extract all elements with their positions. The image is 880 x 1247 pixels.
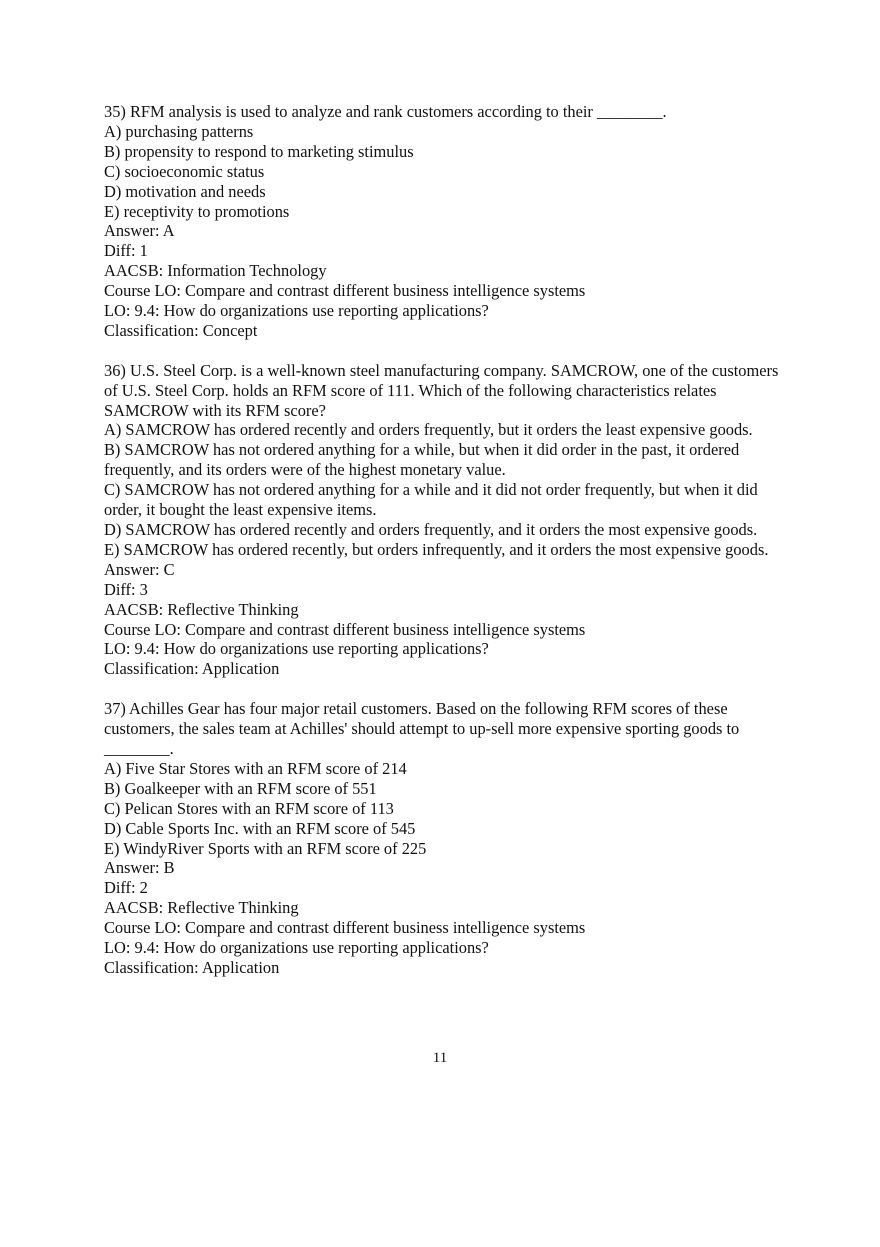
question-stem: 35) RFM analysis is used to analyze and rank customers according to their ________. [104, 102, 667, 121]
learning-objective: LO: 9.4: How do organizations use reporting applications? [104, 639, 489, 659]
option-d: D) SAMCROW has ordered recently and orders frequently, and it orders the most expensive goods. [104, 520, 758, 540]
answer: Answer: C [104, 559, 175, 579]
option-a: A) SAMCROW has ordered recently and orders frequently, but it orders the least expensive goods. [104, 420, 753, 440]
learning-objective: LO: 9.4: How do organizations use reporting applications? [104, 301, 489, 321]
question-35 [104, 102, 784, 341]
difficulty: Diff: 3 [104, 579, 148, 599]
option-e: E) receptivity to promotions [104, 201, 290, 221]
difficulty: Diff: 1 [104, 241, 148, 261]
classification: Classification: Application [104, 957, 280, 977]
page-number: 11 [432, 1050, 448, 1066]
course-lo: Course LO: Compare and contrast different business intelligence systems [104, 918, 586, 938]
answer: Answer: A [104, 221, 175, 241]
difficulty: Diff: 2 [104, 878, 148, 898]
course-lo: Course LO: Compare and contrast different business intelligence systems [104, 619, 586, 639]
option-a: A) purchasing patterns [104, 121, 254, 141]
option-d: D) motivation and needs [104, 181, 266, 201]
question-37 [104, 699, 784, 978]
option-c: C) Pelican Stores with an RFM score of 113 [104, 798, 394, 818]
option-b: B) Goalkeeper with an RFM score of 551 [104, 778, 377, 798]
question-list [104, 102, 784, 998]
option-e: E) SAMCROW has ordered recently, but orders infrequently, and it orders the most expensive goods. [104, 539, 769, 559]
option-d: D) Cable Sports Inc. with an RFM score of 545 [104, 818, 416, 838]
question-stem: 36) U.S. Steel Corp. is a well-known steel manufacturing company. SAMCROW, one of the customers of U.S. Steel Corp. holds an RFM score of 111. Which of the following characteristics relates SAMCROW with its RFM score? [104, 360, 779, 420]
aacsb-tag: AACSB: Information Technology [104, 261, 327, 281]
option-b: B) propensity to respond to marketing stimulus [104, 141, 414, 161]
question-stem: 37) Achilles Gear has four major retail customers. Based on the following RFM scores of these customers, the sales team at Achilles' should attempt to up-sell more expensive sporting goods to ________. [104, 699, 740, 758]
learning-objective: LO: 9.4: How do organizations use reporting applications? [104, 938, 489, 958]
course-lo: Course LO: Compare and contrast different business intelligence systems [104, 281, 586, 301]
classification: Classification: Concept [104, 320, 258, 340]
option-b: B) SAMCROW has not ordered anything for a while, but when it did order in the past, it ordered frequently, and its orders were of the highest monetary value. [104, 440, 740, 480]
classification: Classification: Application [104, 659, 280, 679]
option-c: C) SAMCROW has not ordered anything for a while and it did not order frequently, but when it did order, it bought the least expensive items. [104, 480, 758, 520]
option-e: E) WindyRiver Sports with an RFM score of 225 [104, 838, 427, 858]
option-a: A) Five Star Stores with an RFM score of 214 [104, 758, 407, 778]
question-36 [104, 361, 784, 680]
option-c: C) socioeconomic status [104, 161, 265, 181]
aacsb-tag: AACSB: Reflective Thinking [104, 599, 299, 619]
answer: Answer: B [104, 858, 175, 878]
aacsb-tag: AACSB: Reflective Thinking [104, 898, 299, 918]
